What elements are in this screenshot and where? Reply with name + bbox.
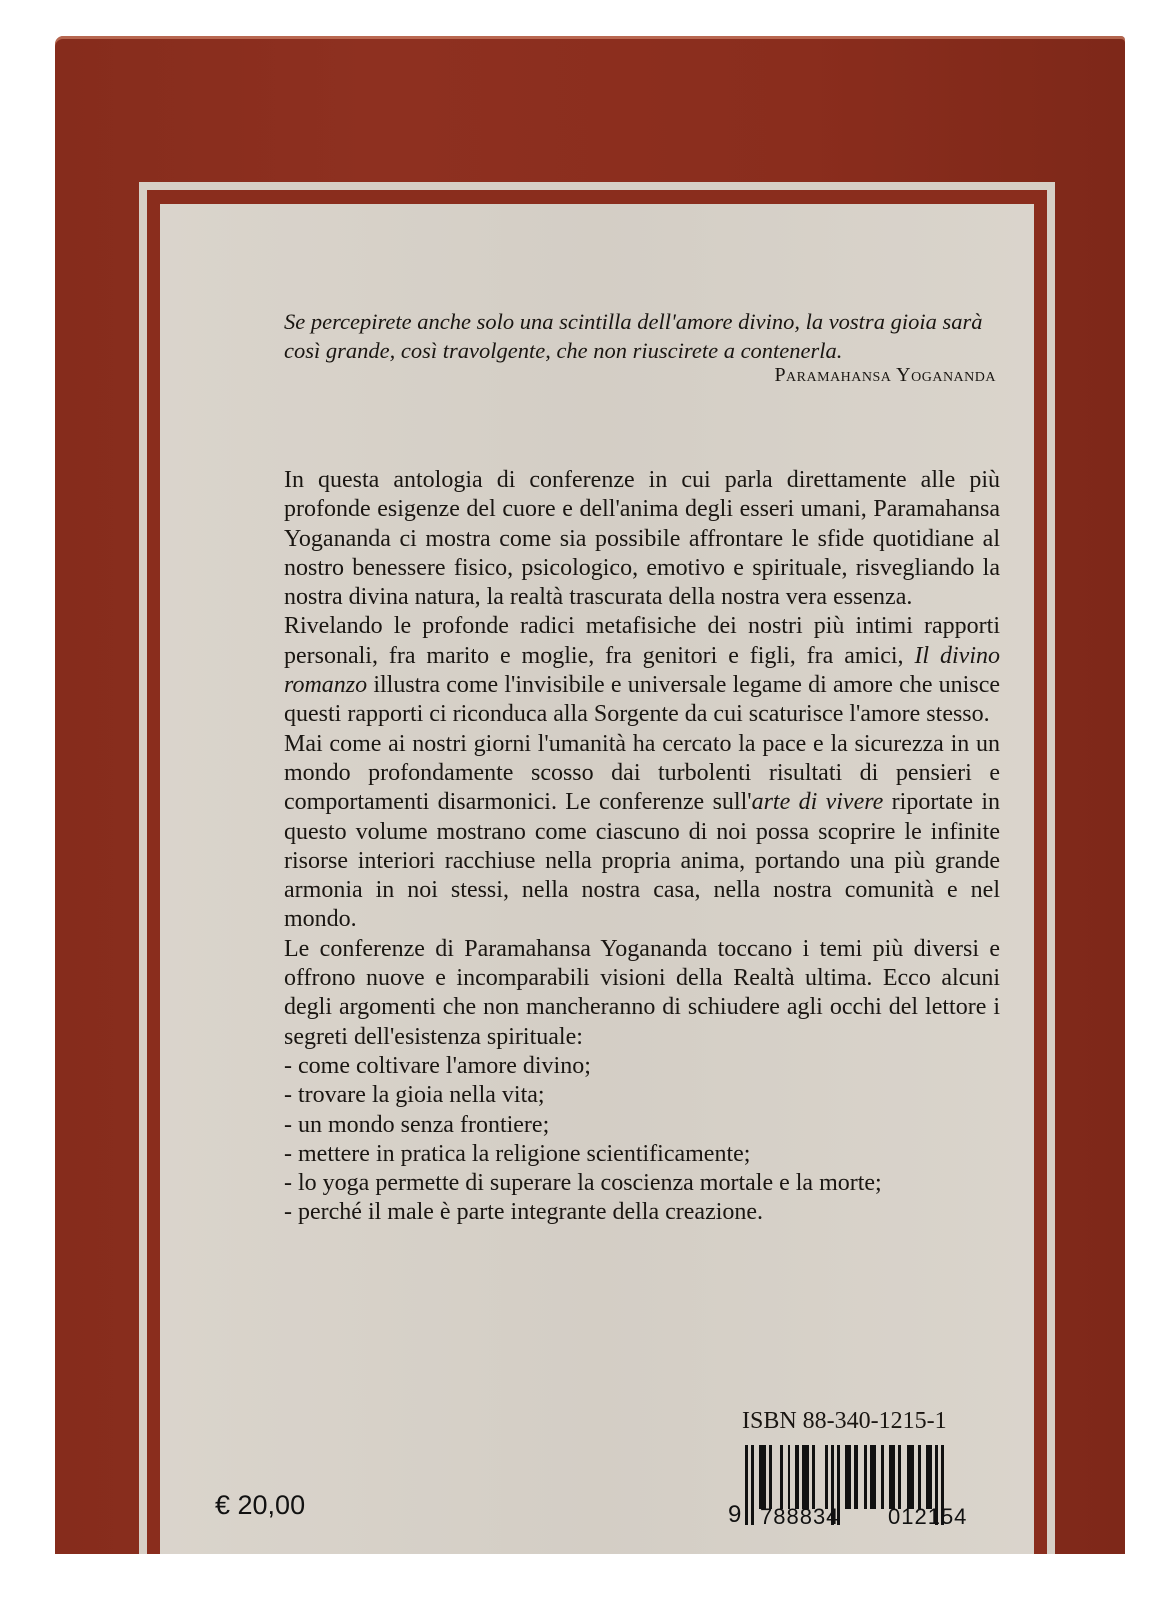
quote-author: Paramahansa Yogananda (774, 364, 996, 386)
quote-line-1: Se percepirete anche solo una scintilla dell'amore divino, la vostra gioia sarà (284, 309, 983, 334)
barcode-prefix-digit: 9 (728, 1501, 743, 1528)
description-paragraph-3 (284, 730, 1000, 935)
epigraph-quote (284, 307, 1000, 365)
p3-text-end: riportate in questo volume mostrano come ciascuno di noi possa scoprire le infinite risorse interiori racchiuse nella propria anima, portando una più grande armonia in noi stessi, nella nostra casa, nella nostra comunità e nel mondo. (284, 789, 1000, 933)
p2-text-end: illustra come l'invisibile e universale legame di amore che unisce questi rapporti ci riconduca alla Sorgente da cui scaturisce l'amore stesso. (284, 672, 1000, 728)
description-paragraph-4: Le conferenze di Paramahansa Yogananda toccano i temi più diversi e offrono nuove e incomparabili visioni della Realtà ultima. Ecco alcuni degli argomenti che non mancheranno di schiudere agli occhi del lettore i segreti dell'esistenza spirituale: (284, 935, 1000, 1050)
topic-item: - perché il male è parte integrante della creazione. (284, 1199, 764, 1226)
topics-list (284, 1052, 1000, 1228)
book-description (284, 466, 1000, 1228)
art-of-living-italic: arte di vivere (751, 789, 884, 816)
description-paragraph-2 (284, 612, 1000, 729)
topic-item: - un mondo senza frontiere; (284, 1111, 550, 1138)
barcode-right-digits: 012154 (888, 1504, 968, 1529)
quote-line-2: così grande, così travolgente, che non riuscirete a contenerla. (284, 338, 843, 363)
isbn-label: ISBN 88-340-1215-1 (742, 1408, 947, 1434)
topic-item: - lo yoga permette di superare la coscienza mortale e la morte; (284, 1170, 882, 1197)
topic-item: - come coltivare l'amore divino; (284, 1052, 591, 1079)
p2-text: Rivelando le profonde radici metafisiche dei nostri più intimi rapporti personali, fra marito e moglie, fra genitori e figli, fra amici, (284, 613, 1000, 669)
book-title-italic: Il divino romanzo (284, 642, 1000, 699)
p3-text: Mai come ai nostri giorni l'umanità ha cercato la pace e la sicurezza in un mondo profondamente scosso dai turbolenti risultati di pensieri e comportamenti disarmonici. Le conferenze sull' (284, 730, 1000, 816)
book-back-cover (55, 36, 1125, 1554)
topic-item: - trovare la gioia nella vita; (284, 1082, 545, 1109)
topic-item: - mettere in pratica la religione scientificamente; (284, 1140, 751, 1167)
description-paragraph-1: In questa antologia di conferenze in cui parla direttamente alle più profonde esigenze del cuore e dell'anima degli esseri umani, Paramahansa Yogananda ci mostra come sia possibile affrontare le sfide quotidiane al nostro benessere fisico, psicologico, emotivo e spirituale, risvegliando la nostra divina natura, la realtà trascurata della nostra vera essenza. (284, 467, 1000, 611)
cover-text-panel (160, 204, 1034, 1554)
price-label: € 20,00 (215, 1490, 306, 1520)
barcode-left-digits: 788834 (760, 1504, 840, 1529)
